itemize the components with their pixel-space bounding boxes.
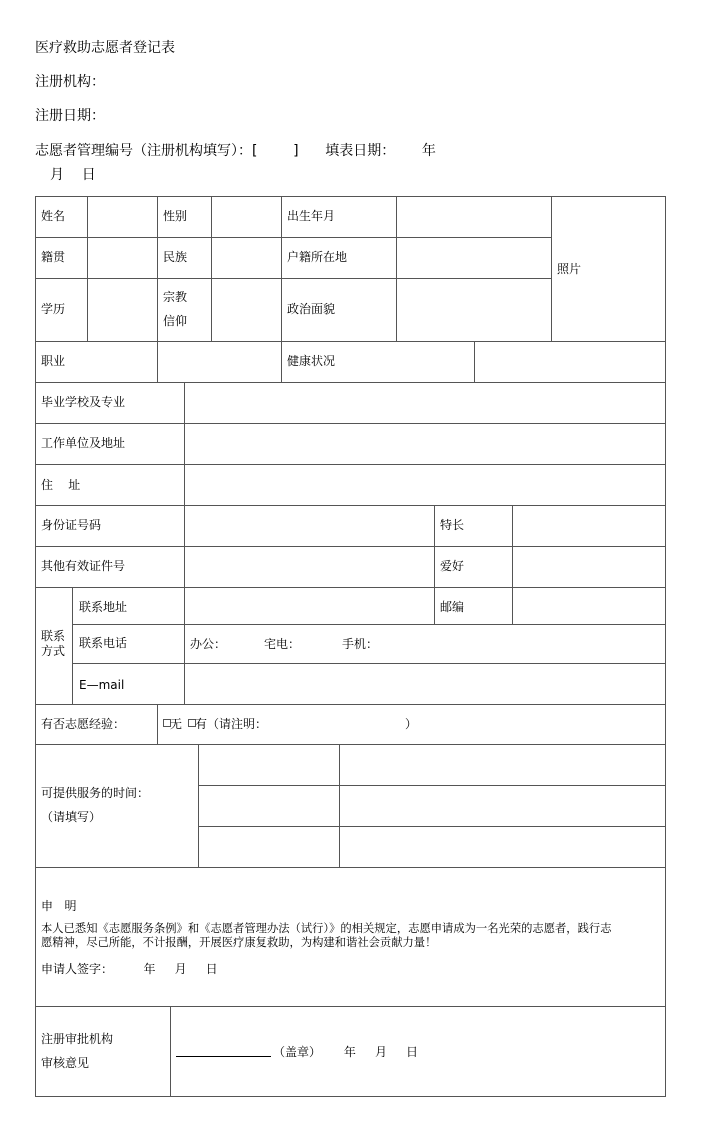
experience-divider xyxy=(157,704,158,745)
email-label: E—mail xyxy=(79,678,125,692)
specialty-label: 特长 xyxy=(440,518,465,532)
other-id-input[interactable] xyxy=(184,546,435,588)
religion-label-cell xyxy=(157,278,212,342)
occupation-input[interactable] xyxy=(157,341,282,383)
phone-cell[interactable] xyxy=(184,624,666,664)
education-label: 学历 xyxy=(41,302,66,316)
form-title: 医疗救助志愿者登记表 xyxy=(35,40,175,56)
registration-org-label: 注册机构： xyxy=(35,74,105,90)
experience-row xyxy=(35,704,666,745)
registration-date-label: 注册日期： xyxy=(35,108,105,124)
employer-input[interactable] xyxy=(184,423,666,465)
contact-label-line2: 方式 xyxy=(41,644,66,658)
birth-label: 出生年月 xyxy=(287,209,336,223)
approval-divider xyxy=(170,1006,171,1097)
service-detail-1[interactable] xyxy=(341,745,665,785)
statement-title: 申 明 xyxy=(41,899,77,913)
service-time-slot-3[interactable] xyxy=(199,827,339,867)
employer-label: 工作单位及地址 xyxy=(41,436,126,450)
address-input[interactable] xyxy=(184,464,666,506)
occupation-label: 职业 xyxy=(41,354,66,368)
religion-input[interactable] xyxy=(211,278,282,342)
school-label: 毕业学校及专业 xyxy=(41,395,126,409)
contact-label-line1: 联系 xyxy=(41,629,66,643)
yes-option-label: 有（请注明： xyxy=(195,717,268,731)
approval-label-line1: 注册审批机构 xyxy=(41,1032,114,1046)
phone-label: 联系电话 xyxy=(79,636,128,650)
religion-label-line2: 信仰 xyxy=(163,314,188,328)
id-number-input[interactable] xyxy=(184,505,435,547)
contact-address-input[interactable] xyxy=(184,587,435,625)
health-input[interactable] xyxy=(474,341,666,383)
other-id-label: 其他有效证件号 xyxy=(41,559,126,573)
service-detail-2[interactable] xyxy=(341,786,665,826)
statement-text-line1: 本人已悉知《志愿服务条例》和《志愿者管理办法（试行）》的相关规定，志愿申请成为一名光荣的志愿者，践行志 xyxy=(41,922,612,935)
yes-option-close: ） xyxy=(405,717,418,731)
hobby-input[interactable] xyxy=(512,546,666,588)
home-phone-label: 宅电： xyxy=(264,637,301,651)
politics-label: 政治面貌 xyxy=(287,302,336,316)
address-label: 住 址 xyxy=(41,478,81,492)
gender-input[interactable] xyxy=(211,196,282,238)
education-input[interactable] xyxy=(87,278,158,342)
seal-and-date: （盖章） 年 月 日 xyxy=(273,1045,419,1059)
contact-address-label: 联系地址 xyxy=(79,600,128,614)
health-label: 健康状况 xyxy=(287,354,336,368)
volunteer-id-line: 志愿者管理编号（注册机构填写）：[ ] 填表日期： 年 xyxy=(35,143,436,159)
service-time-slot-1[interactable] xyxy=(199,745,339,785)
specialty-input[interactable] xyxy=(512,505,666,547)
hobby-label: 爱好 xyxy=(440,559,465,573)
approval-label-line2: 审核意见 xyxy=(41,1056,90,1070)
name-label: 姓名 xyxy=(41,209,66,223)
native-place-input[interactable] xyxy=(87,237,158,279)
household-label: 户籍所在地 xyxy=(287,250,348,264)
school-input[interactable] xyxy=(184,382,666,424)
religion-label-line1: 宗教 xyxy=(163,290,188,304)
email-input[interactable] xyxy=(184,663,666,705)
ethnicity-input[interactable] xyxy=(211,237,282,279)
mobile-phone-label: 手机： xyxy=(342,637,379,651)
experience-label: 有否志愿经验： xyxy=(41,717,126,731)
gender-label: 性别 xyxy=(163,209,188,223)
birth-input[interactable] xyxy=(396,196,552,238)
postcode-label: 邮编 xyxy=(440,600,465,614)
please-fill-label: （请填写） xyxy=(41,810,102,824)
postcode-input[interactable] xyxy=(512,587,666,625)
service-time-slot-2[interactable] xyxy=(199,786,339,826)
signature-line: 申请人签字： 年 月 日 xyxy=(41,962,218,976)
statement-text-line2: 愿精神，尽己所能，不计报酬，开展医疗康复救助，为构建和谐社会贡献力量！ xyxy=(41,936,437,949)
service-time-label: 可提供服务的时间： xyxy=(41,786,150,800)
native-place-label: 籍贯 xyxy=(41,250,66,264)
service-detail-3[interactable] xyxy=(341,827,665,867)
office-phone-label: 办公： xyxy=(190,637,227,651)
id-number-label: 身份证号码 xyxy=(41,518,102,532)
politics-input[interactable] xyxy=(396,278,552,342)
no-option-label: 无 xyxy=(170,717,183,731)
household-input[interactable] xyxy=(396,237,552,279)
name-input[interactable] xyxy=(87,196,158,238)
ethnicity-label: 民族 xyxy=(163,250,188,264)
fill-date-month-day: 月 日 xyxy=(50,167,96,183)
approval-signature-line[interactable] xyxy=(176,1055,271,1057)
photo-label: 照片 xyxy=(557,262,582,276)
